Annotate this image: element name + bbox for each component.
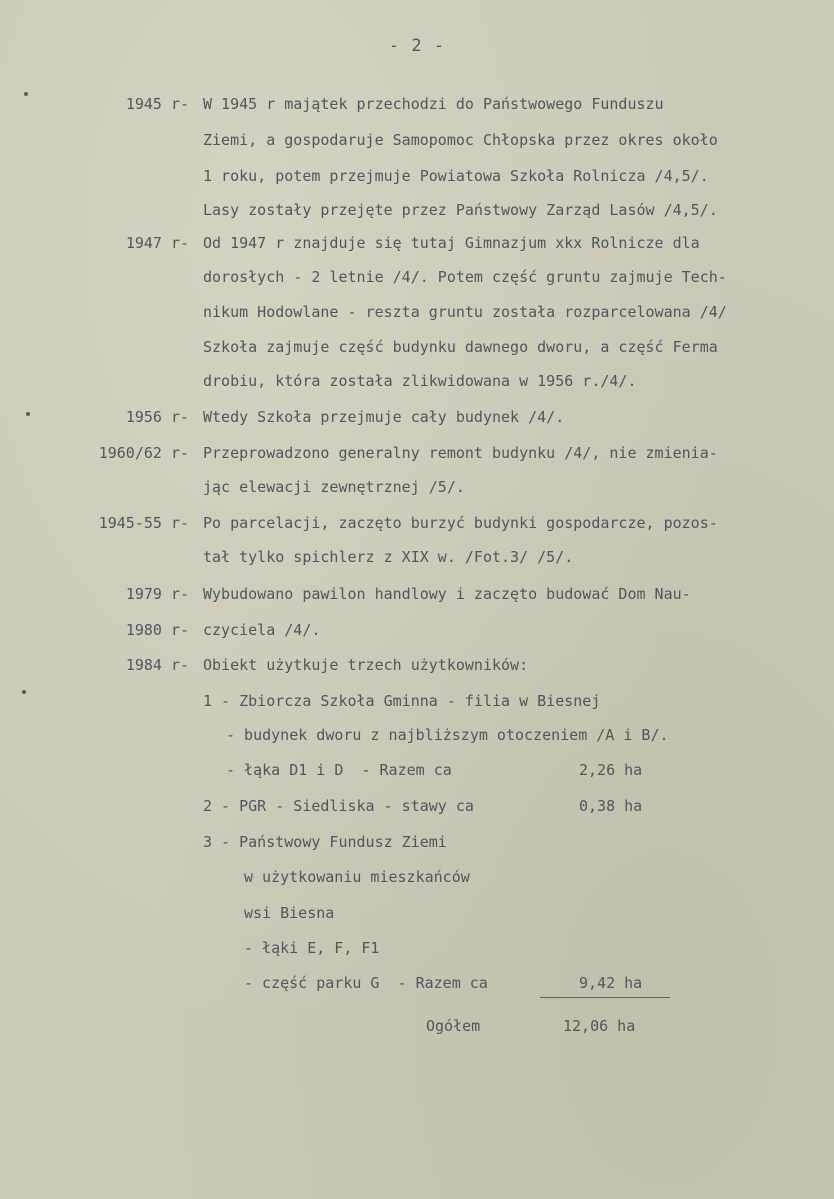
- entry-text-line: czyciela /4/.: [203, 621, 321, 639]
- entry-date: 1945-55 r: [98, 514, 180, 532]
- entry-dash: -: [180, 514, 190, 532]
- entry-text-line: Szkoła zajmuje część budynku dawnego dworu, a część Ferma: [203, 338, 718, 356]
- user-3-line: w użytkowaniu mieszkańców: [244, 868, 470, 886]
- entry-text-line: Po parcelacji, zaczęto burzyć budynki gospodarcze, pozos-: [203, 514, 718, 532]
- entry-date: 1960/62 r: [98, 444, 180, 462]
- margin-mark: [24, 92, 28, 96]
- total-value: 12,06 ha: [563, 1017, 636, 1035]
- entry-dash: -: [180, 234, 190, 252]
- user-2-area-value: 0,38 ha: [579, 797, 643, 815]
- entry-date: 1956 r: [125, 408, 180, 426]
- margin-mark: [26, 412, 30, 416]
- page-number: - 2 -: [388, 36, 446, 56]
- total-label: Ogółem: [426, 1017, 481, 1035]
- entry-text-line: drobiu, która została zlikwidowana w 1956 r./4/.: [203, 372, 637, 390]
- entry-date: 1979 r: [125, 585, 180, 603]
- entry-text-line: nikum Hodowlane - reszta gruntu została rozparcelowana /4/: [203, 303, 727, 321]
- entry-text-line: Przeprowadzono generalny remont budynku /4/, nie zmienia-: [203, 444, 718, 462]
- entry-text-line: Wybudowano pawilon handlowy i zaczęto budować Dom Nau-: [203, 585, 691, 603]
- entry-text-line: Ziemi, a gospodaruje Samopomoc Chłopska przez okres około: [203, 131, 718, 149]
- sum-rule: [540, 997, 670, 998]
- margin-mark: [22, 690, 26, 694]
- entry-date: 1984 r: [125, 656, 180, 674]
- entry-dash: -: [180, 408, 190, 426]
- entry-text-line: Lasy zostały przejęte przez Państwowy Zarząd Lasów /4,5/.: [203, 201, 718, 219]
- entry-text-line: jąc elewacji zewnętrznej /5/.: [203, 478, 465, 496]
- entry-text-line: Od 1947 r znajduje się tutaj Gimnazjum xkx Rolnicze dla: [203, 234, 700, 252]
- entry-date: 1947 r: [125, 234, 180, 252]
- user-1-area-value: 2,26 ha: [579, 761, 643, 779]
- entry-date: 1980 r: [125, 621, 180, 639]
- entry-text-line: Wtedy Szkoła przejmuje cały budynek /4/.: [203, 408, 565, 426]
- entry-dash: -: [180, 95, 190, 113]
- entry-text-line: 1 roku, potem przejmuje Powiatowa Szkoła Rolnicza /4,5/.: [203, 167, 709, 185]
- entry-dash: -: [180, 444, 190, 462]
- entry-text-line: dorosłych - 2 letnie /4/. Potem część gruntu zajmuje Tech-: [203, 268, 727, 286]
- user-3-area-value: 9,42 ha: [579, 974, 643, 992]
- user-3-line: wsi Biesna: [244, 904, 335, 922]
- entry-text-line: Obiekt użytkuje trzech użytkowników:: [203, 656, 529, 674]
- user-2-label: 2 - PGR - Siedliska - stawy ca: [203, 797, 474, 815]
- entry-text-line: tał tylko spichlerz z XIX w. /Fot.3/ /5/.: [203, 548, 574, 566]
- entry-dash: -: [180, 585, 190, 603]
- entry-text-line: W 1945 r majątek przechodzi do Państwowego Funduszu: [203, 95, 664, 113]
- entry-dash: -: [180, 621, 190, 639]
- user-1-line: - budynek dworu z najbliższym otoczeniem /A i B/.: [226, 726, 669, 744]
- entry-date: 1945 r: [125, 95, 180, 113]
- user-1-area-label: - łąka D1 i D - Razem ca: [226, 761, 452, 779]
- user-3-title: 3 - Państwowy Fundusz Ziemi: [203, 833, 447, 851]
- user-3-line: - łąki E, F, F1: [244, 939, 380, 957]
- user-3-area-label: - część parku G - Razem ca: [244, 974, 488, 992]
- user-1-title: 1 - Zbiorcza Szkoła Gminna - filia w Biesnej: [203, 692, 601, 710]
- entry-dash: -: [180, 656, 190, 674]
